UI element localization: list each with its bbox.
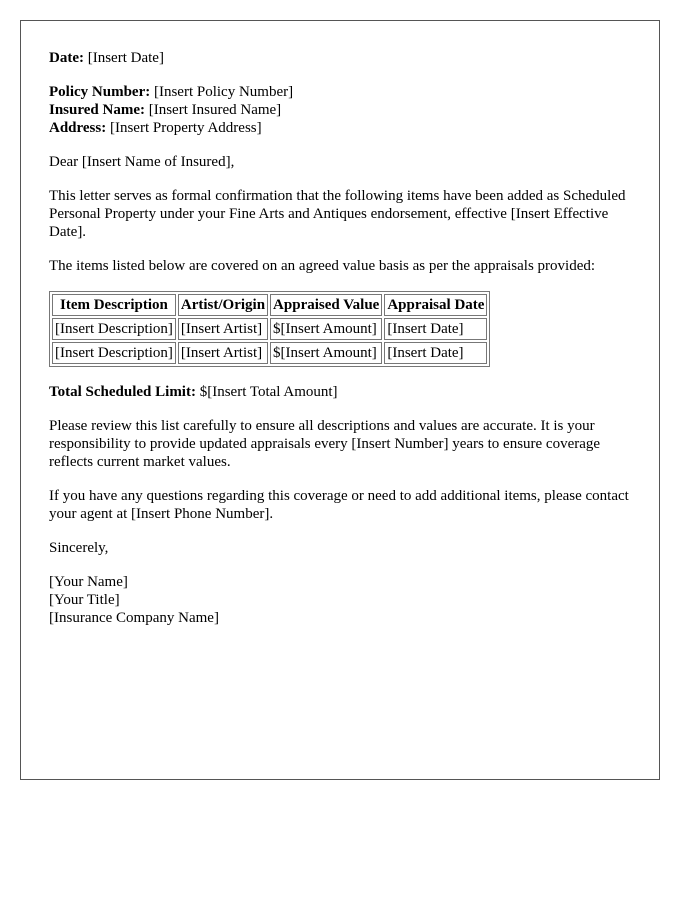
cell-appraised-value: $[Insert Amount] bbox=[270, 342, 382, 364]
letter-page bbox=[20, 20, 660, 780]
table-header-row bbox=[52, 294, 487, 316]
cell-artist-origin: [Insert Artist] bbox=[178, 342, 268, 364]
table-row bbox=[52, 318, 487, 340]
intro-paragraph: This letter serves as formal confirmation that the following items have been added as Scheduled Personal Property under your Fine Arts and Antiques endorsement, effective [Insert Effective Date]. bbox=[49, 188, 626, 240]
total-scheduled-limit bbox=[49, 383, 631, 401]
total-label: Total Scheduled Limit: bbox=[49, 384, 196, 400]
date-label: Date: bbox=[49, 50, 84, 66]
cell-appraisal-date: [Insert Date] bbox=[384, 318, 487, 340]
salutation: Dear [Insert Name of Insured], bbox=[49, 154, 235, 170]
review-paragraph: Please review this list carefully to ensure all descriptions and values are accurate. It is your responsibility to provide updated appraisals every [Insert Number] years to ensure coverage reflects current market values. bbox=[49, 418, 601, 470]
items-intro-paragraph: The items listed below are covered on an agreed value basis as per the appraisals provided: bbox=[49, 258, 596, 274]
column-header-appraised-value: Appraised Value bbox=[270, 294, 382, 316]
column-header-item-description: Item Description bbox=[52, 294, 176, 316]
cell-appraisal-date: [Insert Date] bbox=[384, 342, 487, 364]
signature-company: [Insurance Company Name] bbox=[49, 610, 219, 626]
table-row bbox=[52, 342, 487, 364]
cell-item-description: [Insert Description] bbox=[52, 318, 176, 340]
signature-title: [Your Title] bbox=[49, 592, 120, 608]
date-line bbox=[49, 49, 631, 67]
signature-name: [Your Name] bbox=[49, 574, 128, 590]
policy-number-line bbox=[49, 83, 631, 101]
policy-number-label: Policy Number: bbox=[49, 84, 151, 100]
insured-name-label: Insured Name: bbox=[49, 102, 145, 118]
questions-paragraph: If you have any questions regarding this coverage or need to add additional items, please contact your agent at [Insert Phone Number]. bbox=[49, 488, 629, 522]
insured-name-line bbox=[49, 101, 631, 119]
closing: Sincerely, bbox=[49, 540, 109, 556]
policy-info-block bbox=[49, 83, 631, 137]
signature-block bbox=[49, 573, 631, 627]
cell-item-description: [Insert Description] bbox=[52, 342, 176, 364]
address-value: [Insert Property Address] bbox=[109, 120, 262, 136]
date-value: [Insert Date] bbox=[87, 50, 164, 66]
address-label: Address: bbox=[49, 120, 107, 136]
cell-appraised-value: $[Insert Amount] bbox=[270, 318, 382, 340]
total-value: $[Insert Total Amount] bbox=[199, 384, 338, 400]
column-header-artist-origin: Artist/Origin bbox=[178, 294, 268, 316]
scheduled-items-table bbox=[49, 291, 490, 367]
address-line bbox=[49, 119, 631, 137]
column-header-appraisal-date: Appraisal Date bbox=[384, 294, 487, 316]
insured-name-value: [Insert Insured Name] bbox=[148, 102, 282, 118]
policy-number-value: [Insert Policy Number] bbox=[153, 84, 294, 100]
cell-artist-origin: [Insert Artist] bbox=[178, 318, 268, 340]
